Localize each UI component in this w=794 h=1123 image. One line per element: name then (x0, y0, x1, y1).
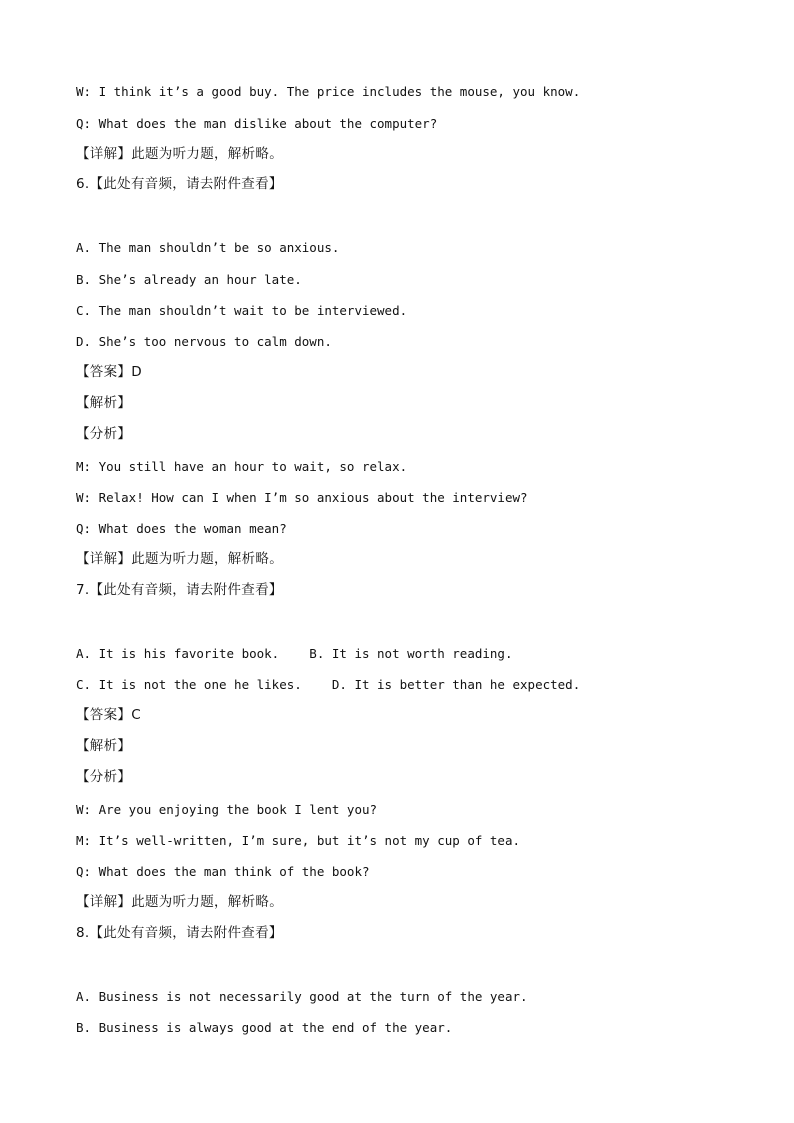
analysis-heading: 【解析】 (76, 738, 132, 754)
question-number-7: 7.【此处有音频，请去附件查看】 (76, 582, 283, 598)
dialogue-line: M: You still have an hour to wait, so relax. (76, 459, 408, 474)
dialogue-line: W: Relax! How can I when I’m so anxious about the interview? (76, 490, 528, 505)
option-row: A. It is his favorite book. B. It is not worth reading. (76, 646, 513, 661)
option-d: D. She’s too nervous to calm down. (76, 334, 332, 349)
option-a: A. Business is not necessarily good at the turn of the year. (76, 989, 528, 1004)
explanation-line: 【详解】此题为听力题，解析略。 (76, 894, 283, 910)
question-line: Q: What does the man dislike about the computer? (76, 116, 438, 131)
option-row: C. It is not the one he likes. D. It is better than he expected. (76, 677, 581, 692)
option-c: C. The man shouldn’t wait to be interviewed. (76, 303, 408, 318)
dialogue-line: W: I think it’s a good buy. The price includes the mouse, you know. (76, 84, 581, 99)
option-b: B. Business is always good at the end of the year. (76, 1020, 453, 1035)
question-line: Q: What does the woman mean? (76, 521, 287, 536)
analysis-subheading: 【分析】 (76, 426, 132, 442)
explanation-line: 【详解】此题为听力题，解析略。 (76, 146, 283, 162)
dialogue-line: W: Are you enjoying the book I lent you? (76, 802, 378, 817)
answer-line: 【答案】C (76, 707, 141, 723)
question-number-6: 6.【此处有音频，请去附件查看】 (76, 176, 283, 192)
option-b: B. She’s already an hour late. (76, 272, 302, 287)
analysis-subheading: 【分析】 (76, 769, 132, 785)
analysis-heading: 【解析】 (76, 395, 132, 411)
option-a: A. The man shouldn’t be so anxious. (76, 240, 340, 255)
answer-line: 【答案】D (76, 364, 142, 380)
explanation-line: 【详解】此题为听力题，解析略。 (76, 551, 283, 567)
question-line: Q: What does the man think of the book? (76, 864, 370, 879)
dialogue-line: M: It’s well-written, I’m sure, but it’s not my cup of tea. (76, 833, 521, 848)
question-number-8: 8.【此处有音频，请去附件查看】 (76, 925, 283, 941)
